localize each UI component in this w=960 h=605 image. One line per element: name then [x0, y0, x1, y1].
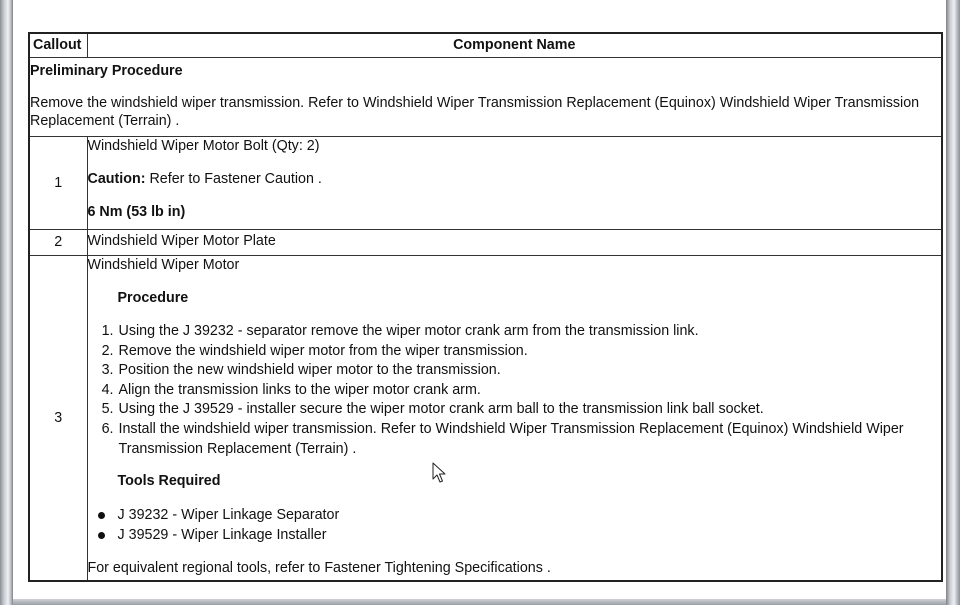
- table-header-row: [29, 33, 942, 58]
- component-cell: [87, 230, 942, 256]
- window-frame-right: [946, 0, 960, 605]
- component-name-header: Component Name: [87, 33, 942, 58]
- procedure-step: 3. Position the new windshield wiper motor to the transmission.: [118, 361, 942, 381]
- table-row: [29, 256, 942, 582]
- tool-name: J 39232 - Wiper Linkage Separator: [117, 507, 340, 524]
- procedure-step: 6. Install the windshield wiper transmission. Refer to Windshield Wiper Transmission Replacement (Equinox) Windshield Wiper Transmission Replacement (Terrain) .: [118, 420, 942, 459]
- callout-header: Callout: [29, 33, 87, 58]
- procedure-block: [88, 289, 942, 308]
- tools-required-title: Tools Required: [117, 473, 221, 490]
- procedure-step: 2. Remove the windshield wiper motor from the wiper transmission.: [118, 342, 942, 362]
- torque-spec: 6 Nm (53 lb in): [87, 204, 186, 220]
- procedure-title: Procedure: [117, 290, 189, 306]
- caution-text: Refer to Fastener Caution .: [145, 171, 322, 187]
- preliminary-title: Preliminary Procedure: [30, 63, 183, 79]
- callout-number: 3: [29, 256, 87, 582]
- preliminary-text: Remove the windshield wiper transmission. Refer to Windshield Wiper Transmission Replacement (Equinox) Windshield Wiper Transmission Replacement (Terrain) .: [30, 95, 920, 129]
- preliminary-row: [29, 58, 942, 137]
- component-cell: [87, 256, 942, 582]
- component-name: Windshield Wiper Motor Plate: [87, 233, 276, 249]
- component-name: Windshield Wiper Motor Bolt (Qty: 2): [87, 138, 320, 154]
- component-table: [28, 32, 943, 582]
- procedure-step: 4. Align the transmission links to the wiper motor crank arm.: [118, 381, 942, 401]
- component-cell: [87, 137, 942, 230]
- list-item: [118, 505, 942, 525]
- window-frame-bottom: [13, 599, 946, 605]
- procedure-steps: [88, 322, 942, 459]
- procedure-step: 5. Using the J 39529 - installer secure the wiper motor crank arm ball to the transmission link ball socket.: [118, 400, 942, 420]
- caution-line: [88, 170, 942, 189]
- bullet-icon: [98, 532, 105, 539]
- window-frame-left: [0, 0, 13, 605]
- callout-number: 1: [29, 137, 87, 230]
- bullet-icon: [98, 512, 105, 519]
- preliminary-cell: [29, 58, 942, 137]
- callout-number: 2: [29, 230, 87, 256]
- table-row: [29, 230, 942, 256]
- caution-label: Caution:: [87, 171, 146, 187]
- mouse-pointer-icon: [432, 462, 446, 484]
- component-name: Windshield Wiper Motor: [87, 257, 240, 273]
- procedure-step: 1. Using the J 39232 - separator remove the wiper motor crank arm from the transmission link.: [118, 322, 942, 342]
- tools-block: [88, 472, 942, 491]
- table-row: [29, 137, 942, 230]
- equivalent-tools-note: For equivalent regional tools, refer to Fastener Tightening Specifications .: [87, 560, 551, 577]
- tool-name: J 39529 - Wiper Linkage Installer: [117, 527, 327, 544]
- list-item: [118, 525, 942, 545]
- tools-list: [88, 505, 942, 545]
